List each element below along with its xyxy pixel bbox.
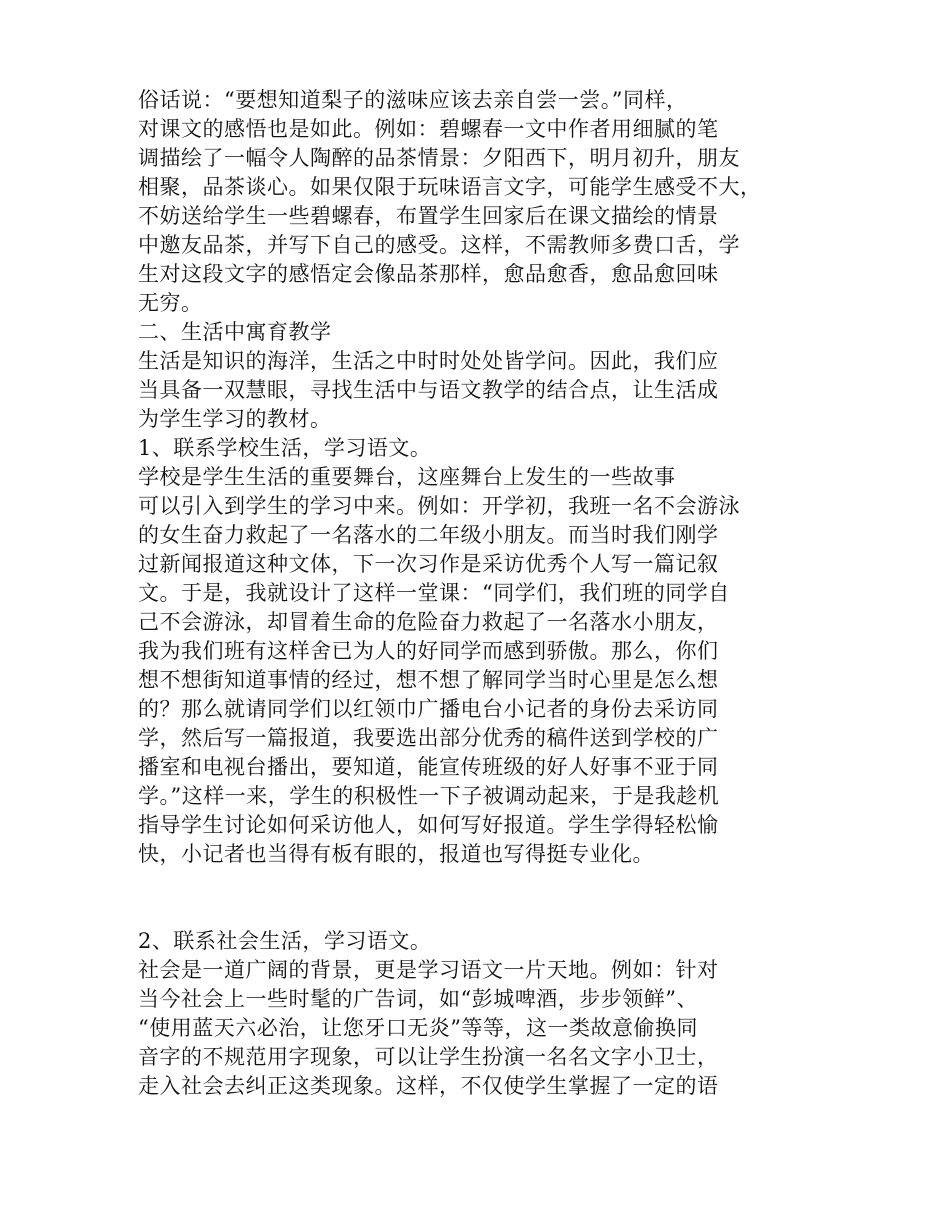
text-line: 无穷。: [138, 291, 203, 315]
text-line: 可以引入到学生的学习中来。例如：开学初，我班一名不会游泳: [138, 494, 740, 518]
paragraph-school-story: [138, 463, 828, 869]
text-line: 想不想街知道事情的经过，想不想了解同学当时心里是怎么想: [138, 668, 719, 692]
text-line: 的？那么就请同学们以红领巾广播电台小记者的身份去采访同: [138, 697, 719, 721]
subheading-social-life: 2、联系社会生活，学习语文。: [138, 929, 432, 953]
text-line: 己不会游泳，却冒着生命的危险奋力救起了一名落水小朋友，: [138, 610, 719, 634]
text-line: 俗话说：“要想知道梨子的滋味应该去亲自尝一尝。”同样，: [138, 88, 688, 112]
text-line: 学。”这样一来，学生的积极性一下子被调动起来，于是我趁机: [138, 784, 720, 808]
text-line: 生活是知识的海洋，生活之中时时处处皆学问。因此，我们应: [138, 349, 719, 373]
paragraph-social-example: [138, 956, 828, 1101]
text-line: 调描绘了一幅令人陶醉的品茶情景：夕阳西下，明月初升，朋友: [138, 146, 740, 170]
paragraph-tasting-example: [138, 86, 828, 318]
text-line: 走入社会去纠正这类现象。这样，不仅使学生掌握了一定的语: [138, 1074, 719, 1098]
text-line: 的女生奋力救起了一名落水的二年级小朋友。而当时我们刚学: [138, 523, 719, 547]
text-line: 生对这段文字的感悟定会像品茶那样，愈品愈香，愈品愈回味: [138, 262, 719, 286]
text-line: 我为我们班有这样舍已为人的好同学而感到骄傲。那么，你们: [138, 639, 719, 663]
subheading-school-life: 1、联系学校生活，学习语文。: [138, 436, 432, 460]
document-body: [138, 86, 828, 1101]
text-line: 对课文的感悟也是如此。例如：碧螺春一文中作者用细腻的笔: [138, 117, 719, 141]
text-line: 不妨送给学生一些碧螺春，布置学生回家后在课文描绘的情景: [138, 204, 719, 228]
text-line: 学校是学生生活的重要舞台，这座舞台上发生的一些故事: [138, 465, 676, 489]
section-heading-life-teaching: 二、生活中寓育教学: [138, 320, 332, 344]
text-line: 文。于是，我就设计了这样一堂课：“同学们，我们班的同学自: [138, 581, 730, 605]
text-line: “使用蓝天六必治，让您牙口无炎”等等，这一类故意偷换同: [138, 1016, 698, 1040]
text-line: 过新闻报道这种文体，下一次习作是采访优秀个人写一篇记叙: [138, 552, 719, 576]
paragraph-life-knowledge: [138, 347, 828, 434]
text-line: 为学生学习的教材。: [138, 407, 332, 431]
text-line: 播室和电视台播出，要知道，能宣传班级的好人好事不亚于同: [138, 755, 719, 779]
text-line: 相聚，品茶谈心。如果仅限于玩味语言文字，可能学生感受不大，: [138, 175, 762, 199]
paragraph-spacer: [138, 869, 828, 927]
text-line: 学，然后写一篇报道，我要选出部分优秀的稿件送到学校的广: [138, 726, 719, 750]
text-line: 社会是一道广阔的背景，更是学习语文一片天地。例如：针对: [138, 958, 719, 982]
text-line: 当具备一双慧眼，寻找生活中与语文教学的结合点，让生活成: [138, 378, 719, 402]
text-line: 快，小记者也当得有板有眼的，报道也写得挺专业化。: [138, 842, 654, 866]
text-line: 中邀友品茶，并写下自己的感受。这样，不需教师多费口舌，学: [138, 233, 740, 257]
text-line: 当今社会上一些时髦的广告词，如“彭城啤酒，步步领鲜”、: [138, 987, 698, 1011]
text-line: 指导学生讨论如何采访他人，如何写好报道。学生学得轻松愉: [138, 813, 719, 837]
text-line: 音字的不规范用字现象，可以让学生扮演一名名文字小卫士，: [138, 1045, 719, 1069]
